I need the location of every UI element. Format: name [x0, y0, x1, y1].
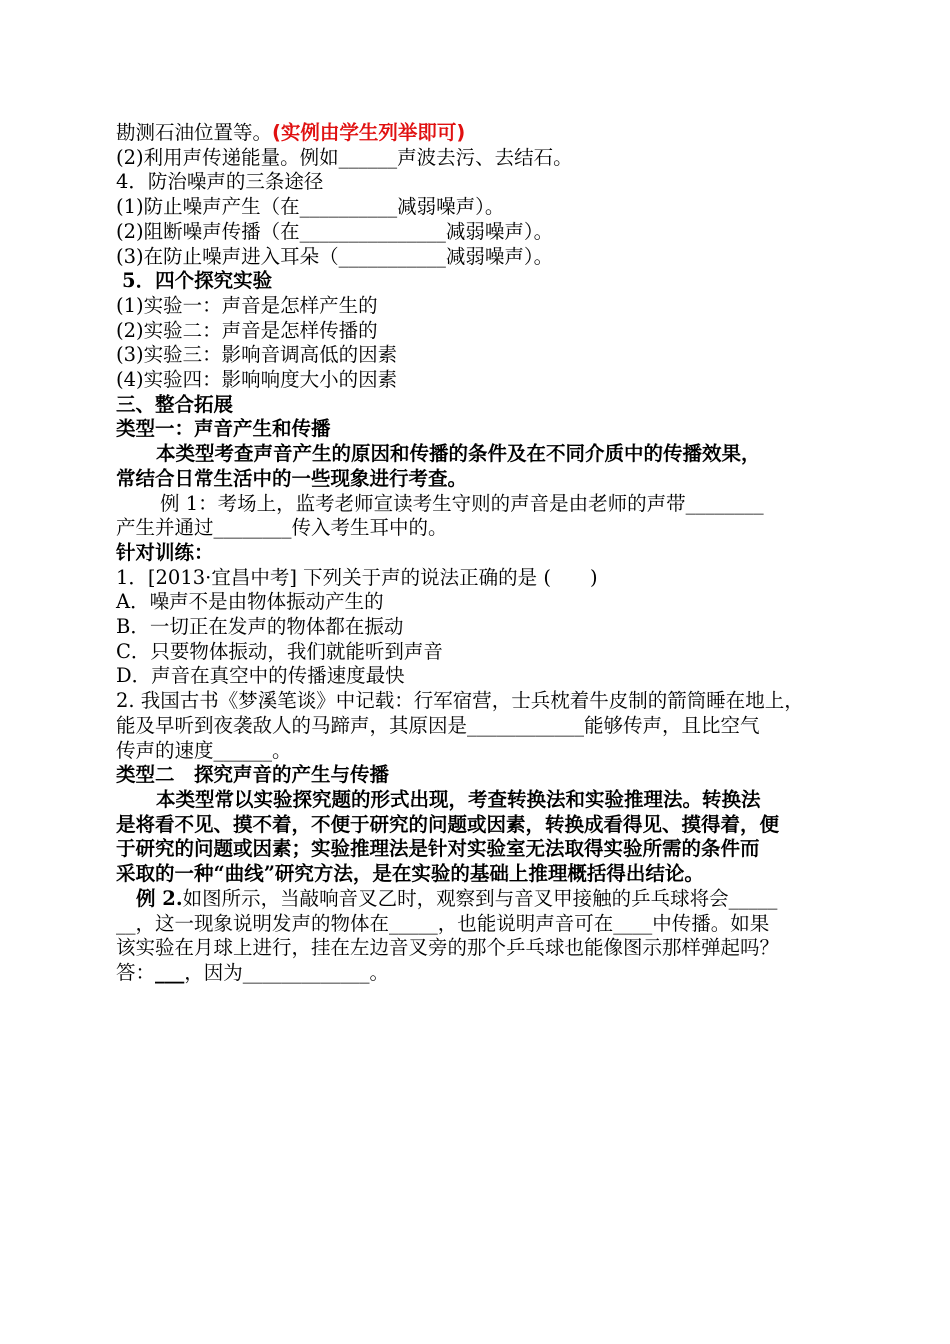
example-line: __，这一现象说明发声的物体在_____，也能说明声音可在____中传播。如果 — [116, 911, 770, 935]
text-line: 于研究的问题或因素；实验推理法是针对实验室无法取得实验所需的条件而 — [116, 837, 760, 861]
answer-note: (实例由学生列举即可) — [272, 121, 466, 144]
question-line: 1．[2013·宜昌中考] 下列关于声的说法正确的是 ( ) — [116, 565, 598, 589]
text: 如图所示，当敲响音叉乙时，观察到与音叉甲接触的乒乓球将会_____ — [182, 886, 778, 910]
section-heading: 5．四个探究实验 — [122, 269, 273, 293]
text-line: (3)实验三：影响音调高低的因素 — [116, 343, 398, 367]
text-line: 本类型考查声音产生的原因和传播的条件及在不同介质中的传播效果， — [156, 442, 761, 466]
option-a: A．噪声不是由物体振动产生的 — [116, 590, 384, 614]
answer-line — [116, 961, 856, 986]
option-c: C．只要物体振动，我们就能听到声音 — [116, 639, 443, 663]
text-line — [116, 121, 856, 146]
subsection-heading: 类型一：声音产生和传播 — [116, 417, 331, 441]
question-line: 能及早听到夜袭敌人的马蹄声，其原因是____________能够传声，且比空气 — [116, 713, 760, 737]
text-line: (3)在防止噪声进入耳朵（___________减弱噪声）。 — [116, 244, 554, 268]
option-b: B．一切正在发声的物体都在振动 — [116, 615, 404, 639]
text-line: (2)阻断噪声传播（在_______________减弱噪声）。 — [116, 219, 554, 243]
text: 答： — [116, 960, 156, 984]
text-line: 本类型常以实验探究题的形式出现，考查转换法和实验推理法。转换法 — [156, 787, 761, 811]
example-line — [116, 887, 856, 912]
text-line: 是将看不见、摸不着，不便于研究的问题或因素，转换成看得见、摸得着，便 — [116, 812, 780, 836]
question-line: 2. 我国古书《梦溪笔谈》中记载：行军宿营，士兵枕着牛皮制的箭筒睡在地上， — [116, 689, 804, 713]
section-heading: 4．防治噪声的三条途径 — [116, 170, 324, 194]
option-d: D．声音在真空中的传播速度最快 — [116, 664, 405, 688]
document-page — [116, 121, 856, 986]
example-line: 产生并通过________传入考生耳中的。 — [116, 516, 448, 540]
text-line: (1)实验一：声音是怎样产生的 — [116, 293, 378, 317]
text-line: (2)利用声传递能量。例如______声波去污、去结石。 — [116, 145, 573, 169]
question-line: 传声的速度______。 — [116, 738, 292, 762]
example-line: 该实验在月球上进行，挂在左边音叉旁的那个乒乓球也能像图示那样弹起吗？ — [116, 936, 780, 960]
text: 勘测石油位置等。 — [116, 121, 273, 144]
section-heading: 三、整合拓展 — [116, 392, 234, 416]
subsection-heading: 针对训练： — [116, 540, 214, 564]
answer-blank: ___ — [155, 960, 185, 984]
example-label: 例 2. — [136, 886, 183, 910]
text-line: (2)实验二：声音是怎样传播的 — [116, 318, 378, 342]
example-line: 例 1：考场上，监考老师宣读考生守则的声音是由老师的声带________ — [160, 491, 764, 515]
text-line: 常结合日常生活中的一些现象进行考查。 — [116, 466, 468, 490]
subsection-heading: 类型二 探究声音的产生与传播 — [116, 763, 390, 787]
text: ，因为_____________。 — [184, 960, 390, 984]
text-line: 采取的一种“曲线”研究方法，是在实验的基础上推理概括得出结论。 — [116, 862, 704, 886]
text-line: (1)防止噪声产生（在__________减弱噪声）。 — [116, 195, 505, 219]
text-line: (4)实验四：影响响度大小的因素 — [116, 368, 398, 392]
